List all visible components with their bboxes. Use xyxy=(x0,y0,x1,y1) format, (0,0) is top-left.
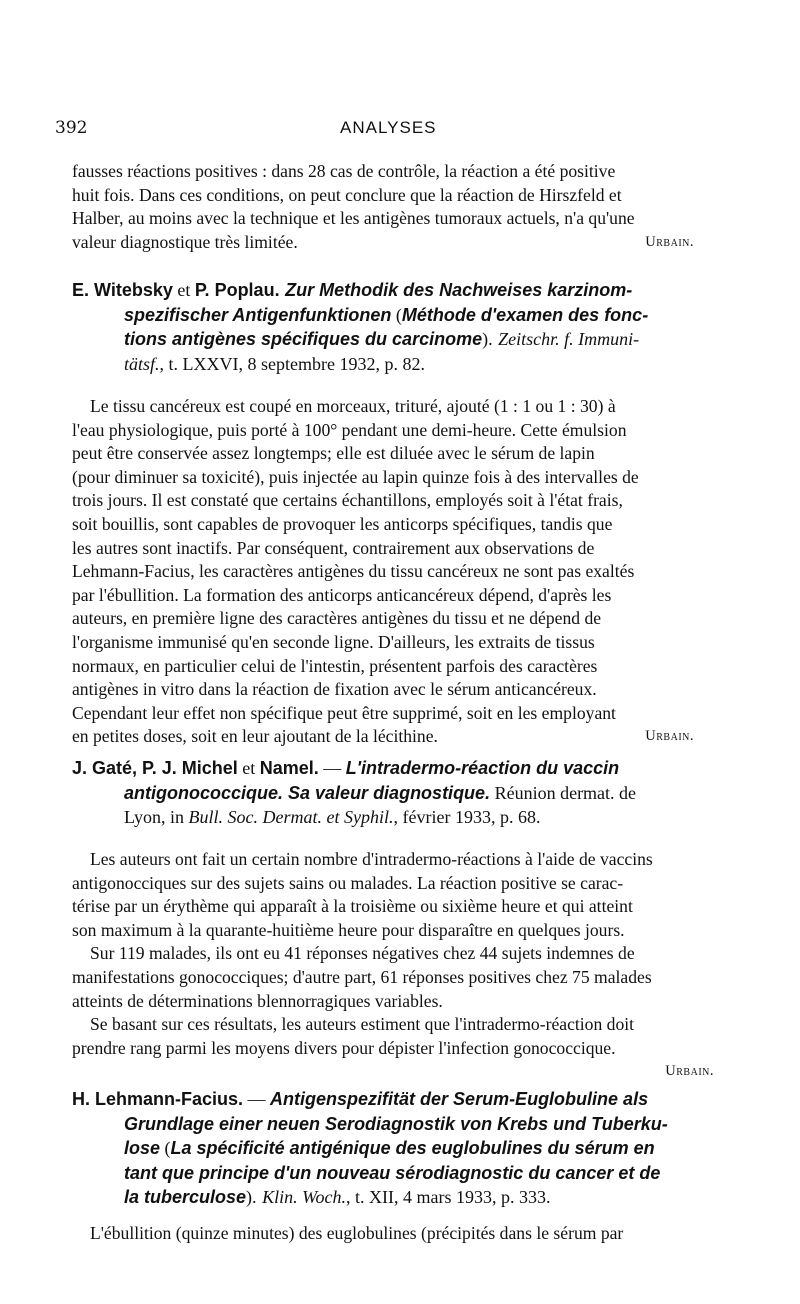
entry-line xyxy=(72,1137,748,1162)
article-title: L'intradermo-réaction du vaccin xyxy=(345,758,620,778)
journal-name: Bull. Soc. Dermat. et Syphil. xyxy=(188,807,394,827)
article-title: Grundlage einer neuen Serodiagnostik von Krebs und Tuberku- xyxy=(124,1113,668,1134)
entry-line xyxy=(72,1186,748,1211)
article-title-translation: La spécificité antigénique des euglobulines du sérum en xyxy=(170,1138,655,1158)
bibliographic-entry xyxy=(72,757,748,831)
reference-details: Réunion dermat. de xyxy=(490,782,637,803)
signature: Urbain. xyxy=(665,1063,714,1080)
article-title: lose xyxy=(124,1138,161,1158)
paragraph-continuation xyxy=(72,160,748,254)
page-number: 392 xyxy=(55,118,88,138)
text-line xyxy=(72,231,748,255)
running-title: ANALYSES xyxy=(340,118,437,137)
journal-name: Zeitschr. f. Immuni- xyxy=(498,329,640,349)
bibliographic-entry xyxy=(72,1088,748,1211)
punctuation: ( xyxy=(160,1138,171,1158)
text-line: Lehmann-Facius, les caractères antigènes du tissu cancéreux ne sont pas exaltés xyxy=(72,561,635,582)
text-line: Cependant leur effet non spécifique peut être supprimé, soit en les employant xyxy=(72,702,616,723)
reference-details: , t. LXXVI, 8 septembre 1932, p. 82. xyxy=(159,353,425,374)
author: H. Lehmann-Facius. xyxy=(72,1089,244,1109)
author: J. Gaté, P. J. Michel xyxy=(72,758,238,778)
entry-line xyxy=(72,353,748,378)
paragraph-abstract xyxy=(72,1222,748,1246)
entry-line xyxy=(72,1113,748,1138)
reference-details: Lyon, in xyxy=(124,807,189,827)
bibliographic-entry xyxy=(72,279,748,377)
text-line: soit bouillis, sont capables de provoquer les anticorps spécifiques, tandis que xyxy=(72,513,613,534)
paragraph-abstract xyxy=(72,395,748,749)
text-line: huit fois. Dans ces conditions, on peut conclure que la réaction de Hirszfeld et xyxy=(72,184,622,205)
text-line: L'ébullition (quinze minutes) des euglobulines (précipités dans le sérum par xyxy=(90,1223,624,1243)
text-line: les autres sont inactifs. Par conséquent, contrairement aux observations de xyxy=(72,537,595,558)
text-line: par l'ébullition. La formation des anticorps anticancéreux dépend, d'après les xyxy=(72,584,612,605)
text-line: térise par un érythème qui apparaît à la troisième ou sixième heure et qui atteint xyxy=(72,896,633,917)
punctuation: ). xyxy=(246,1187,257,1207)
conjunction: et xyxy=(172,280,195,300)
text-line: peut être conservée assez longtemps; elle est diluée avec le sérum de lapin xyxy=(72,443,595,464)
entry-line xyxy=(72,279,748,304)
article-title: Zur Methodik des Nachweises karzinom- xyxy=(285,280,633,300)
entry-line xyxy=(72,328,748,353)
signature: Urbain. xyxy=(645,728,694,745)
text-line: l'eau physiologique, puis porté à 100° pendant une demi-heure. Cette émulsion xyxy=(72,419,627,440)
text-line: prendre rang parmi les moyens divers pour dépister l'infection gonococcique. xyxy=(72,1037,616,1058)
article-title-translation: tant que principe d'un nouveau sérodiagnostic du cancer et de xyxy=(124,1162,661,1183)
text-line: auteurs, en première ligne des caractères antigènes du tissu et ne dépend de xyxy=(72,608,602,629)
text-line: Le tissu cancéreux est coupé en morceaux, trituré, ajouté (1 : 1 ou 1 : 30) à xyxy=(90,396,616,416)
article-title: antigonococcique. Sa valeur diagnostique. xyxy=(124,782,491,803)
conjunction: et xyxy=(237,758,260,778)
punctuation: ). xyxy=(482,329,493,349)
signature: Urbain. xyxy=(645,233,694,250)
author: P. Poplau. xyxy=(194,280,280,300)
text-line: Les auteurs ont fait un certain nombre d'intradermo-réactions à l'aide de vaccins xyxy=(90,849,653,869)
text-line-content: valeur diagnostique très limitée. xyxy=(72,231,298,252)
text-line: Se basant sur ces résultats, les auteurs estiment que l'intradermo-réaction doit xyxy=(90,1014,635,1035)
text-line xyxy=(72,725,748,749)
entry-line xyxy=(72,806,748,831)
text-line: normaux, en particulier celui de l'intestin, présentent parfois des caractères xyxy=(72,655,598,676)
journal-name: Klin. Woch. xyxy=(262,1187,346,1207)
paragraph-abstract xyxy=(72,848,748,1084)
entry-line xyxy=(72,304,748,329)
punctuation: — xyxy=(318,758,346,778)
text-line: manifestations gonococciques; d'autre part, 61 réponses positives chez 75 malades xyxy=(72,966,652,987)
article-title: spezifischer Antigenfunktionen xyxy=(124,304,392,325)
entry-line xyxy=(72,1162,748,1187)
text-line: son maximum à la quarante-huitième heure pour disparaître en quelques jours. xyxy=(72,919,625,940)
entry-line xyxy=(72,757,748,782)
reference-details: , t. XII, 4 mars 1933, p. 333. xyxy=(345,1187,551,1207)
author: Namel. xyxy=(259,758,319,778)
text-line: fausses réactions positives : dans 28 cas de contrôle, la réaction a été positive xyxy=(72,161,616,181)
text-line: Halber, au moins avec la technique et les antigènes tumoraux actuels, n'a qu'une xyxy=(72,208,635,229)
article-title-translation: Méthode d'examen des fonc- xyxy=(401,304,649,325)
text-line: (pour diminuer sa toxicité), puis injectée au lapin quinze fois à des intervalles de xyxy=(72,466,639,487)
entry-line xyxy=(72,1088,748,1113)
article-title-translation: la tuberculose xyxy=(124,1187,247,1207)
punctuation: — xyxy=(243,1089,271,1109)
text-line: trois jours. Il est constaté que certains échantillons, employés soit à l'état frais, xyxy=(72,490,623,511)
author: E. Witebsky xyxy=(72,280,173,300)
text-line: atteints de déterminations blennorragiques variables. xyxy=(72,990,443,1011)
entry-line xyxy=(72,782,748,807)
reference-details: , février 1933, p. 68. xyxy=(393,807,541,827)
article-title-translation: tions antigènes spécifiques du carcinome xyxy=(124,329,483,349)
punctuation: ( xyxy=(391,304,402,325)
text-line: antigènes in vitro dans la réaction de fixation avec le sérum anticancéreux. xyxy=(72,679,597,700)
article-title: Antigenspezifität der Serum-Euglobuline als xyxy=(270,1089,649,1109)
journal-name: tätsf. xyxy=(124,353,160,374)
text-line: Sur 119 malades, ils ont eu 41 réponses négatives chez 44 sujets indemnes de xyxy=(90,943,635,964)
text-line-content: en petites doses, soit en leur ajoutant de la lécithine. xyxy=(72,726,438,747)
text-line: antigonocciques sur des sujets sains ou malades. La réaction positive se carac- xyxy=(72,872,624,893)
text-line: l'organisme immunisé qu'en seconde ligne. D'ailleurs, les extraits de tissus xyxy=(72,631,595,652)
